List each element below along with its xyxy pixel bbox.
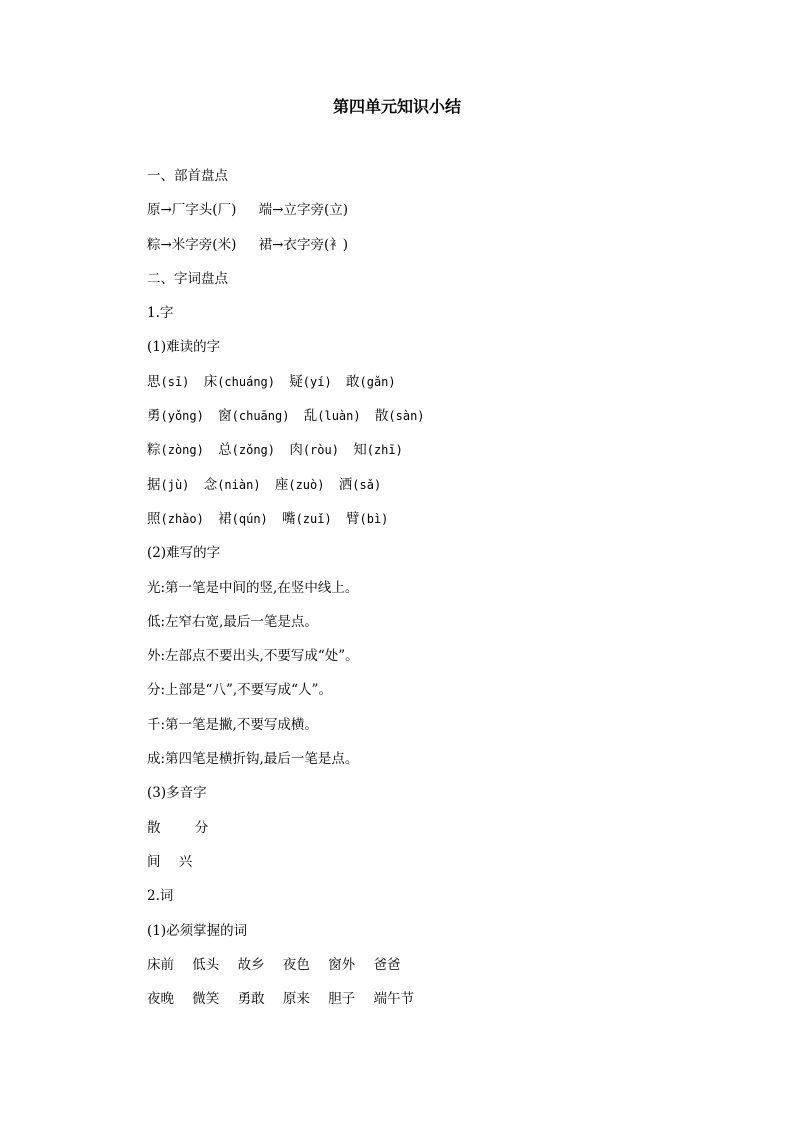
pinyin: (luàn) [317,409,361,424]
pinyin: (sàn) [388,409,425,424]
character: 裙 [218,510,232,527]
character: 洒 [338,476,353,493]
subsection-label-characters: 1.字 [147,305,174,322]
pinyin: (sī) [160,374,190,389]
pinyin: (jù) [160,477,190,492]
pinyin-entry [147,370,189,394]
character: 念 [203,476,218,493]
pinyin-entry [218,404,289,428]
character: 据 [147,476,161,493]
pinyin: (yǒng) [160,409,204,424]
pinyin: (zhào) [160,511,204,526]
pinyin-entry [282,507,332,531]
radical-row [147,233,707,267]
pinyin-entry [289,370,331,394]
vocab-word: 原来 [282,991,310,1008]
character: 乱 [303,408,318,425]
pinyin-entry [218,507,268,531]
pinyin-entry [147,473,189,497]
pinyin: (zhī) [366,443,403,458]
character: 思 [147,373,161,390]
pinyin-row [147,370,707,404]
pinyin: (yí) [302,374,332,389]
polyphone-row [147,850,707,884]
character: 知 [353,442,367,459]
character: 床 [203,373,218,390]
radical-row [147,198,707,232]
pinyin-row [147,507,707,541]
subsection-label-polyphones: (3)多音字 [147,785,207,802]
vocab-word: 端午节 [373,991,414,1008]
pinyin-row [147,438,707,472]
vocab-word: 床前 [147,956,174,973]
pinyin-row [147,404,707,438]
pinyin-entry [275,473,325,497]
character: 总 [218,442,232,459]
writing-tip: 分:上部是“八”,不要写成“人”。 [147,682,332,699]
polyphone-row [147,816,707,850]
character: 粽 [147,442,161,459]
word-row [147,953,707,987]
pinyin: (gǎn) [359,374,396,389]
pinyin-entry [147,404,204,428]
character: 臂 [346,510,360,527]
polyphone-char: 兴 [178,853,193,870]
character: 敢 [346,373,360,390]
pinyin: (sǎ) [352,477,382,492]
radical-entry: 端→立字旁(立) [258,202,349,219]
pinyin: (bì) [359,511,389,526]
subsection-label-words: 2.词 [147,888,174,905]
vocab-word: 夜色 [282,956,310,973]
vocab-word: 胆子 [328,991,356,1008]
pinyin: (niàn) [217,477,261,492]
radical-entry: 粽→米字旁(米) [147,236,237,253]
pinyin-entry [147,507,204,531]
character: 肉 [289,442,303,459]
pinyin: (qún) [231,511,268,526]
vocab-word: 爸爸 [373,956,401,973]
pinyin: (zòng) [160,443,204,458]
vocab-word: 窗外 [328,956,356,973]
vocab-word: 低头 [192,956,220,973]
pinyin-entry [204,473,261,497]
vocab-word: 夜晚 [147,991,174,1008]
polyphone-char: 间 [147,853,161,870]
word-row [147,987,707,1021]
pinyin: (zǒng) [231,443,276,458]
pinyin-entry [353,438,403,462]
character: 疑 [289,373,303,390]
pinyin-entry [289,438,339,462]
page-title: 第四单元知识小结 [332,97,461,116]
pinyin-entry [375,404,425,428]
document-body [147,164,707,1021]
pinyin-entry [346,370,396,394]
vocab-word: 微笑 [192,991,220,1008]
pinyin: (chuáng) [217,374,275,389]
pinyin: (chuāng) [231,409,290,424]
section-heading-radicals: 一、部首盘点 [147,168,228,184]
character: 嘴 [282,510,296,527]
pinyin-entry [346,507,388,531]
character: 散 [374,408,389,425]
pinyin-entry [339,473,381,497]
character: 勇 [147,408,161,425]
character: 照 [147,510,161,527]
section-heading-words: 二、字词盘点 [147,270,228,287]
character: 窗 [218,408,232,425]
writing-tip: 光:第一笔是中间的竖,在竖中线上。 [147,579,359,596]
radical-entry: 裙→衣字旁(衤) [258,236,349,253]
pinyin-entry [304,404,361,428]
subsection-label-must-master: (1)必须掌握的词 [147,922,248,939]
pinyin: (ròu) [302,443,339,458]
pinyin: (zuò) [288,477,325,492]
subsection-label-hard-read: (1)难读的字 [147,339,221,356]
polyphone-char: 分 [194,819,209,836]
writing-tip: 低:左窄右宽,最后一笔是点。 [147,613,318,630]
pinyin-entry [147,438,204,462]
polyphone-char: 散 [147,819,161,836]
pinyin-entry [218,438,275,462]
radical-entry: 原→厂字头(厂) [147,202,237,219]
pinyin-row [147,473,707,507]
subsection-label-hard-write: (2)难写的字 [147,545,221,562]
vocab-word: 故乡 [237,956,265,973]
character: 座 [274,476,289,493]
pinyin: (zuǐ) [295,511,332,526]
writing-tip: 千:第一笔是撇,不要写成横。 [147,716,318,733]
vocab-word: 勇敢 [237,991,265,1008]
pinyin-entry [204,370,275,394]
writing-tip: 成:第四笔是横折钩,最后一笔是点。 [147,751,359,768]
writing-tip: 外:左部点不要出头,不要写成“处”。 [147,648,359,665]
